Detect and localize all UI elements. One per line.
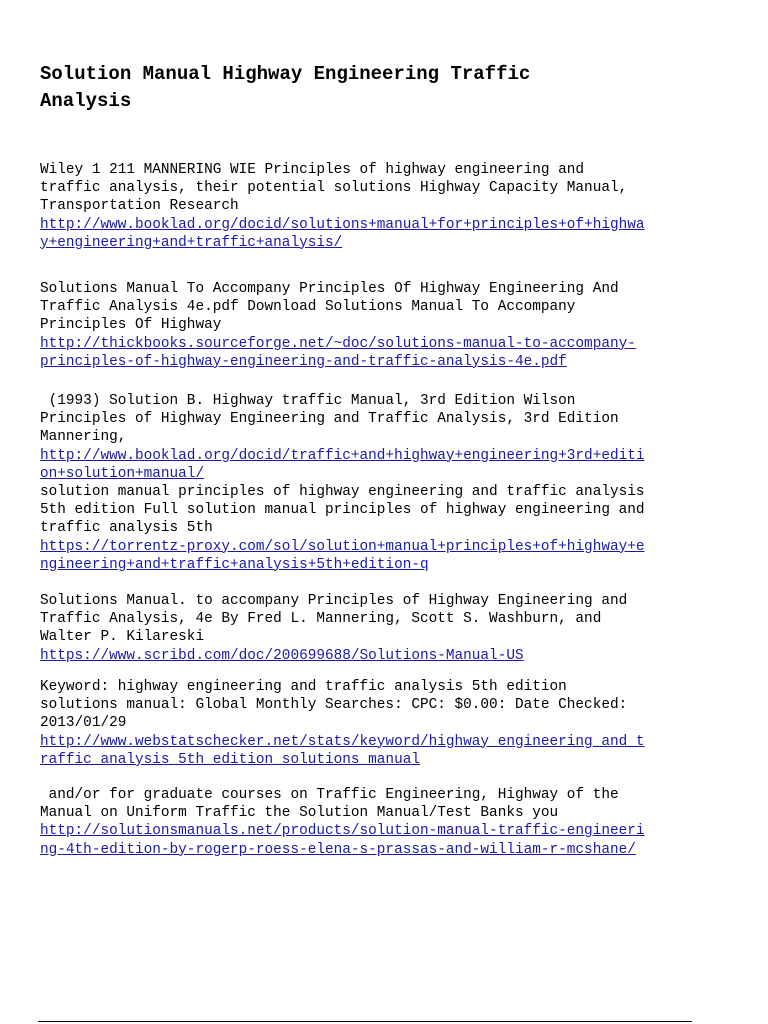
entry-text-line: Transportation Research [40,198,239,215]
footer-rule [38,1021,692,1022]
entry-text-line: Walter P. Kilareski [40,629,205,646]
entry-text-line: Traffic Analysis, 4e By Fred L. Mannering, Scott S. Washburn, and [40,611,602,628]
entry-link[interactable]: https://www.scribd.com/doc/200699688/Solutions-Manual-US [40,647,524,664]
entry-3 [40,392,740,483]
entry-text-line: Manual on Uniform Traffic the Solution Manual/Test Banks you [40,805,559,822]
entry-text-line: Mannering, [40,429,127,446]
entry-link[interactable]: http://thickbooks.sourceforge.net/~doc/solutions-manual-to-accompany- [40,335,636,352]
entry-link[interactable]: ngineering+and+traffic+analysis+5th+edition-q [40,556,429,573]
entry-text-line: solutions manual: Global Monthly Searches: CPC: $0.00: Date Checked: [40,697,628,714]
entry-link[interactable]: ng-4th-edition-by-rogerp-roess-elena-s-prassas-and-william-r-mcshane/ [40,841,636,858]
entry-link[interactable]: http://solutionsmanuals.net/products/solution-manual-traffic-engineeri [40,823,645,840]
document-title [40,61,720,115]
entry-text-line: (1993) Solution B. Highway traffic Manual, 3rd Edition Wilson [40,393,576,409]
entry-text-line: Solutions Manual. to accompany Principles of Highway Engineering and [40,593,628,609]
entry-4 [40,483,740,574]
entry-text-line: Wiley 1 211 MANNERING WIE Principles of highway engineering and [40,162,585,178]
entry-text-line: Traffic Analysis 4e.pdf Download Solutions Manual To Accompany [40,299,576,316]
entry-1 [40,161,740,252]
entry-5 [40,592,740,665]
entry-7 [40,786,740,859]
entry-text-line: and/or for graduate courses on Traffic Engineering, Highway of the [40,787,619,803]
entry-2 [40,280,740,371]
entry-link[interactable]: http://www.webstatschecker.net/stats/keyword/highway_engineering_and_t [40,733,645,750]
entry-link[interactable]: on+solution+manual/ [40,465,205,482]
entry-link[interactable]: y+engineering+and+traffic+analysis/ [40,234,343,251]
entry-text-line: solution manual principles of highway engineering and traffic analysis [40,484,645,500]
entry-text-line: Principles Of Highway [40,317,222,334]
entry-text-line: Principles of Highway Engineering and Traffic Analysis, 3rd Edition [40,411,619,428]
entry-text-line: traffic analysis 5th [40,520,213,537]
entry-link[interactable]: https://torrentz-proxy.com/sol/solution+manual+principles+of+highway+e [40,538,645,555]
title-line: Analysis [40,90,132,112]
entry-text-line: 5th edition Full solution manual principles of highway engineering and [40,502,645,519]
entry-text-line: Solutions Manual To Accompany Principles Of Highway Engineering And [40,281,619,297]
entry-text-line: traffic analysis, their potential solutions Highway Capacity Manual, [40,180,628,197]
entry-text-line: 2013/01/29 [40,715,127,732]
entry-link[interactable]: http://www.booklad.org/docid/traffic+and+highway+engineering+3rd+editi [40,447,645,464]
title-line: Solution Manual Highway Engineering Traffic [40,63,531,85]
entry-link[interactable]: raffic_analysis_5th_edition_solutions_manual [40,751,420,768]
entry-link[interactable]: principles-of-highway-engineering-and-traffic-analysis-4e.pdf [40,353,567,370]
entry-link[interactable]: http://www.booklad.org/docid/solutions+manual+for+principles+of+highwa [40,216,645,233]
entry-text-line: Keyword: highway engineering and traffic analysis 5th edition [40,679,567,695]
entry-6 [40,678,740,769]
